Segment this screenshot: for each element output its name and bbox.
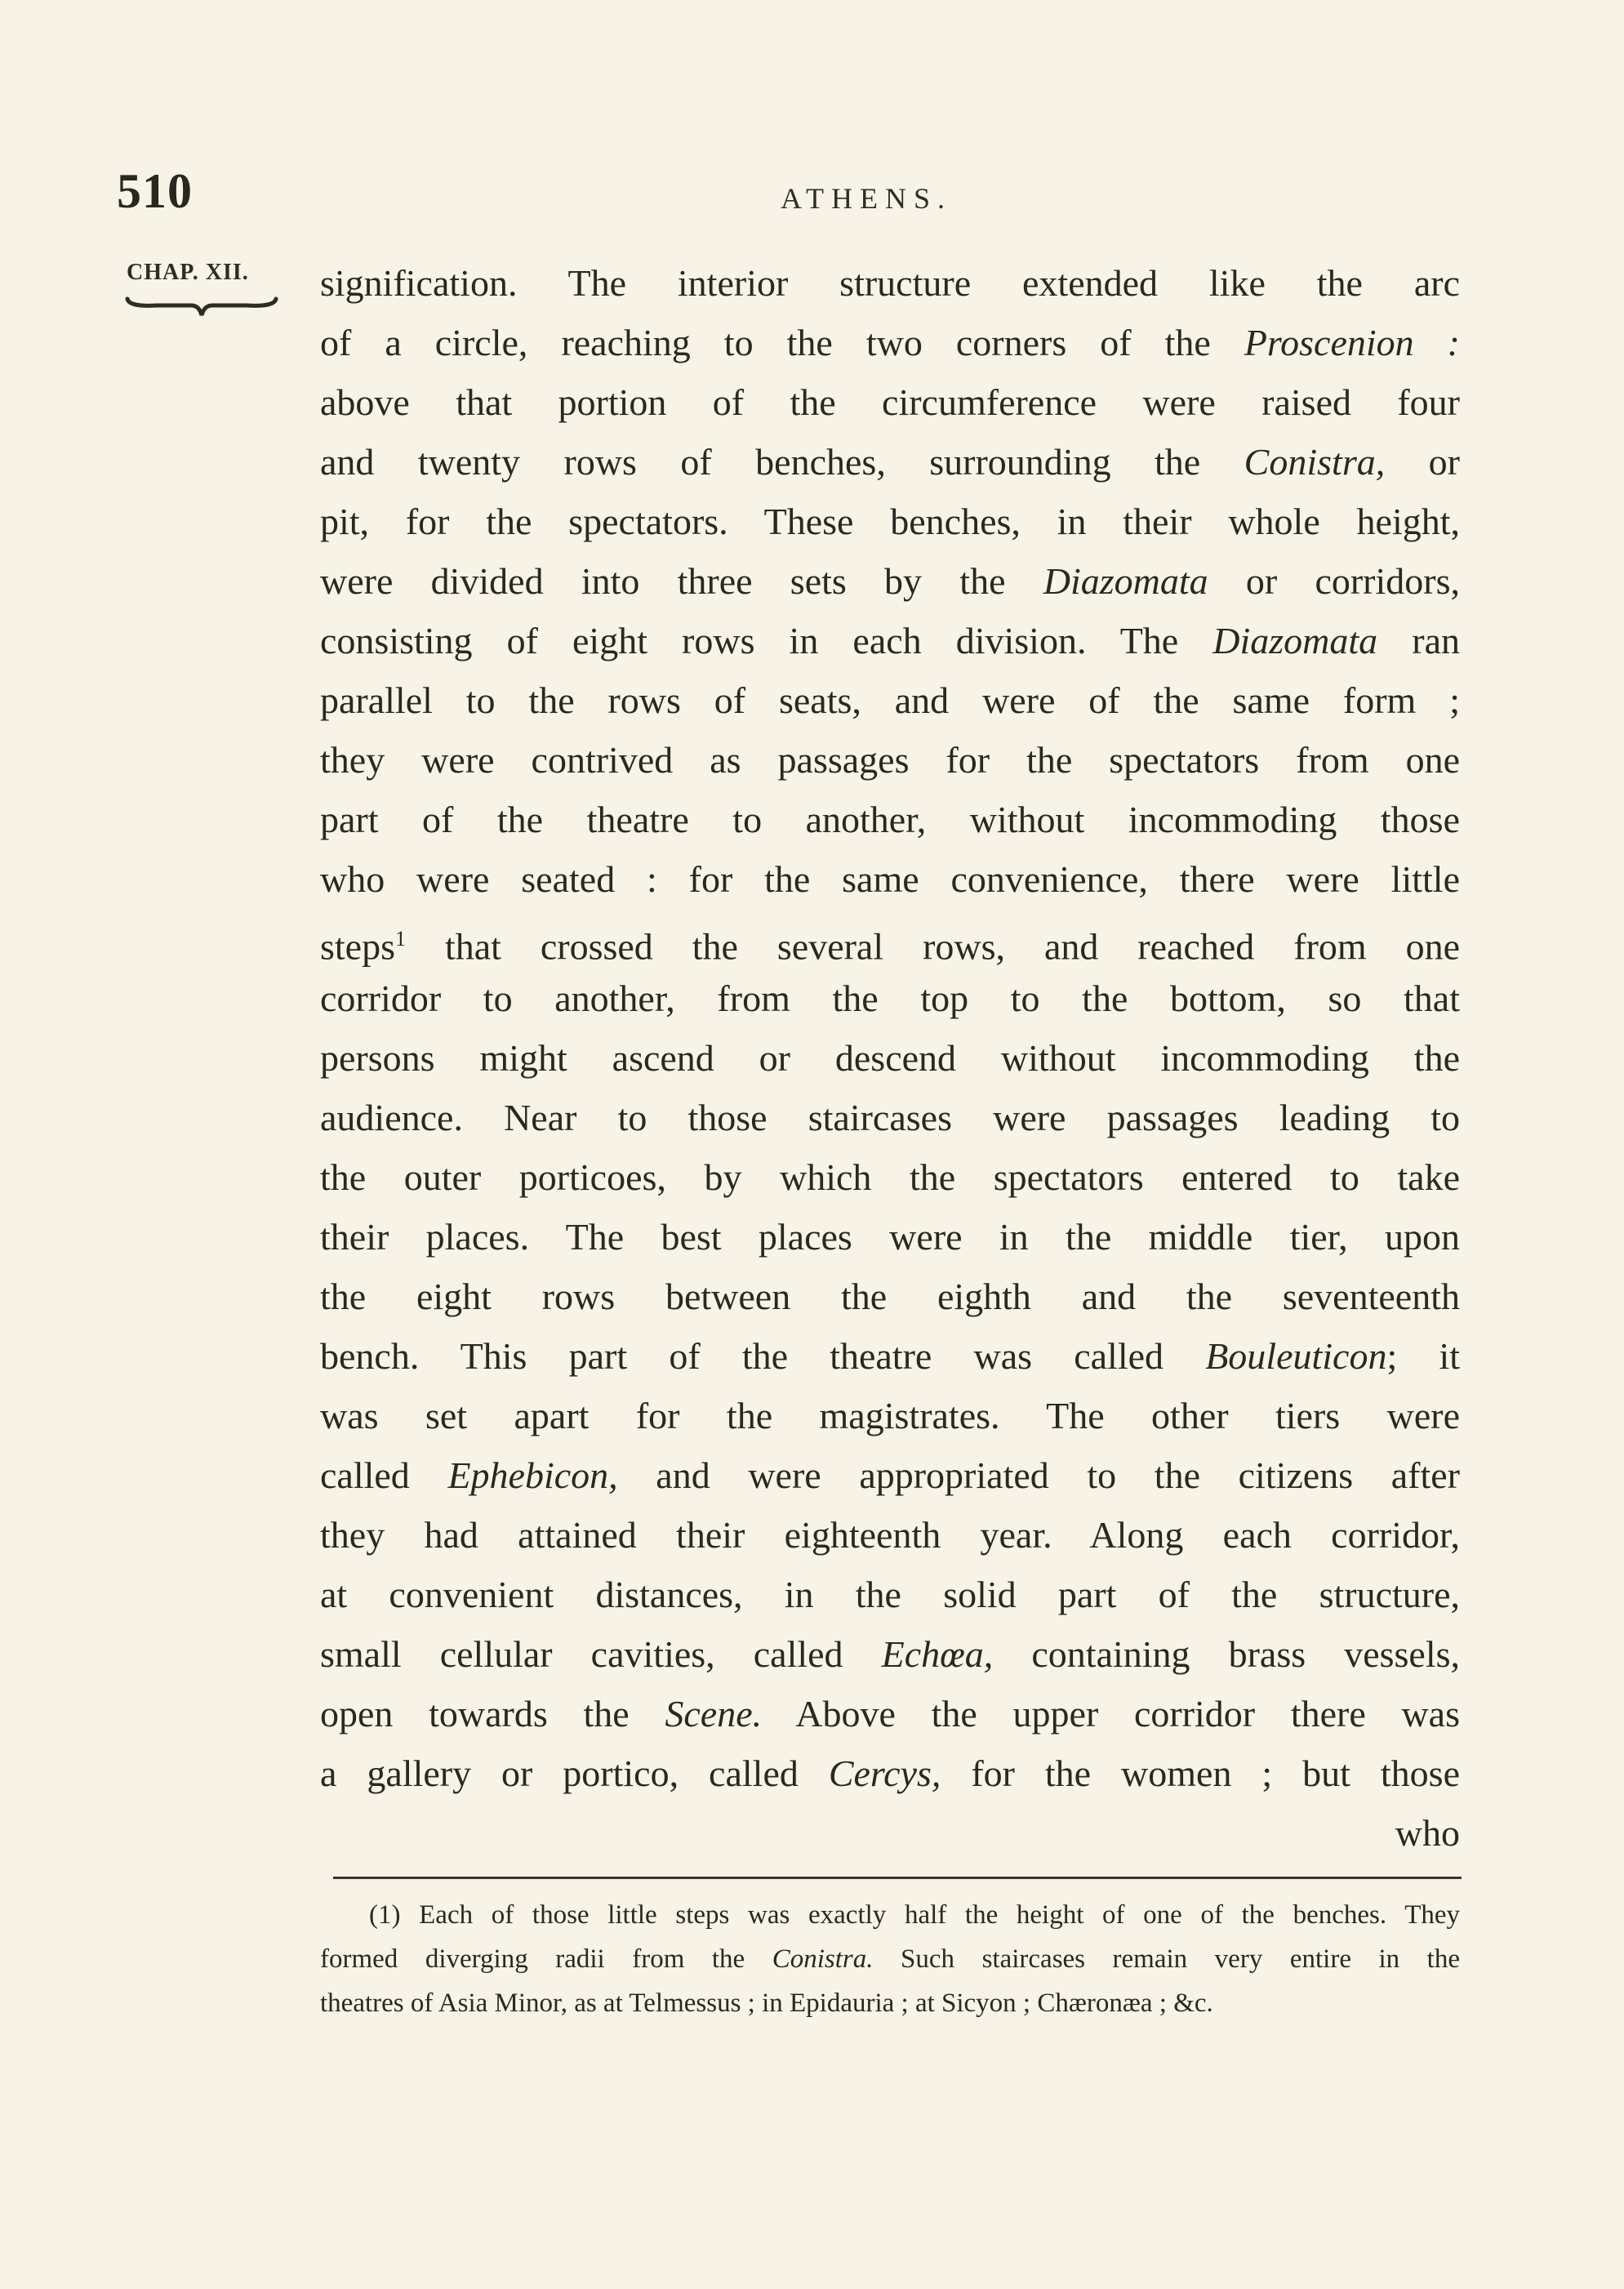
body-line: of a circle, reaching to the two corners of the Proscenion :: [320, 322, 1460, 363]
body-line: consisting of eight rows in each division. The Diazomata ran: [320, 620, 1460, 661]
body-line: the eight rows between the eighth and the seventeenth: [320, 1276, 1460, 1317]
footnote-marker: 1: [395, 927, 406, 951]
page-number: 510: [117, 164, 193, 218]
footnote-line: (1) Each of those little steps was exactly half the height of one of the benches. They: [369, 1900, 1460, 1930]
italic-term: Proscenion :: [1244, 322, 1460, 363]
body-line: pit, for the spectators. These benches, in their whole height,: [320, 501, 1460, 542]
catchword: who: [1395, 1812, 1460, 1854]
body-line: above that portion of the circumference were raised four: [320, 381, 1460, 423]
body-line: part of the theatre to another, without incommoding those: [320, 799, 1460, 840]
body-line: their places. The best places were in the middle tier, upon: [320, 1216, 1460, 1258]
body-line: corridor to another, from the top to the bottom, so that: [320, 978, 1460, 1019]
body-line: signification. The interior structure extended like the arc: [320, 262, 1460, 304]
body-line: open towards the Scene. Above the upper corridor there was: [320, 1693, 1460, 1735]
body-line: who were seated : for the same convenience, there were little: [320, 858, 1460, 900]
running-head: ATHENS.: [781, 182, 953, 215]
italic-term: Diazomata: [1043, 560, 1208, 602]
body-line: were divided into three sets by the Diazomata or corridors,: [320, 560, 1460, 602]
body-line: small cellular cavities, called Echœa, containing brass vessels,: [320, 1633, 1461, 1675]
body-line: was set apart for the magistrates. The other tiers were: [320, 1395, 1460, 1436]
body-line: the outer porticoes, by which the spectators entered to take: [320, 1156, 1460, 1198]
body-line: and twenty rows of benches, surrounding the Conistra, or: [320, 441, 1460, 483]
chapter-label: CHAP. XII.: [127, 260, 249, 285]
italic-term: Conistra,: [1244, 441, 1386, 483]
body-line: called Ephebicon, and were appropriated to the citizens after: [320, 1454, 1460, 1496]
body-line: they had attained their eighteenth year. Along each corridor,: [320, 1514, 1460, 1556]
body-line: at convenient distances, in the solid part of the structure,: [320, 1574, 1460, 1615]
italic-term: Cercys,: [828, 1752, 941, 1794]
body-line: persons might ascend or descend without incommoding the: [320, 1037, 1460, 1079]
main-body-text: [320, 253, 1460, 1863]
body-line: bench. This part of the theatre was called Bouleuticon; it: [320, 1335, 1461, 1377]
footnote: [320, 1893, 1460, 2025]
body-line: a gallery or portico, called Cercys, for the women ; but those: [320, 1752, 1460, 1794]
body-line: parallel to the rows of seats, and were of the same form ;: [320, 679, 1460, 721]
brace-ornament-icon: [124, 296, 279, 323]
italic-term: Echœa,: [881, 1633, 994, 1675]
italic-term: Bouleuticon: [1205, 1335, 1387, 1377]
footnote-rule: [333, 1877, 1462, 1879]
italic-term: Conistra.: [772, 1944, 874, 1974]
footnote-line: theatres of Asia Minor, as at Telmessus ; in Epidauria ; at Sicyon ; Chæronæa ; &c.: [320, 1988, 1213, 2018]
footnote-line: formed diverging radii from the Conistra. Such staircases remain very entire in the: [320, 1944, 1460, 1974]
italic-term: Diazomata: [1212, 620, 1378, 661]
italic-term: Scene.: [665, 1693, 763, 1735]
body-line: audience. Near to those staircases were passages leading to: [320, 1097, 1460, 1138]
body-line: they were contrived as passages for the spectators from one: [320, 739, 1460, 781]
body-line: steps$^1$ that crossed the several rows, and reached from one: [320, 925, 1460, 968]
italic-term: Ephebicon,: [447, 1454, 618, 1496]
